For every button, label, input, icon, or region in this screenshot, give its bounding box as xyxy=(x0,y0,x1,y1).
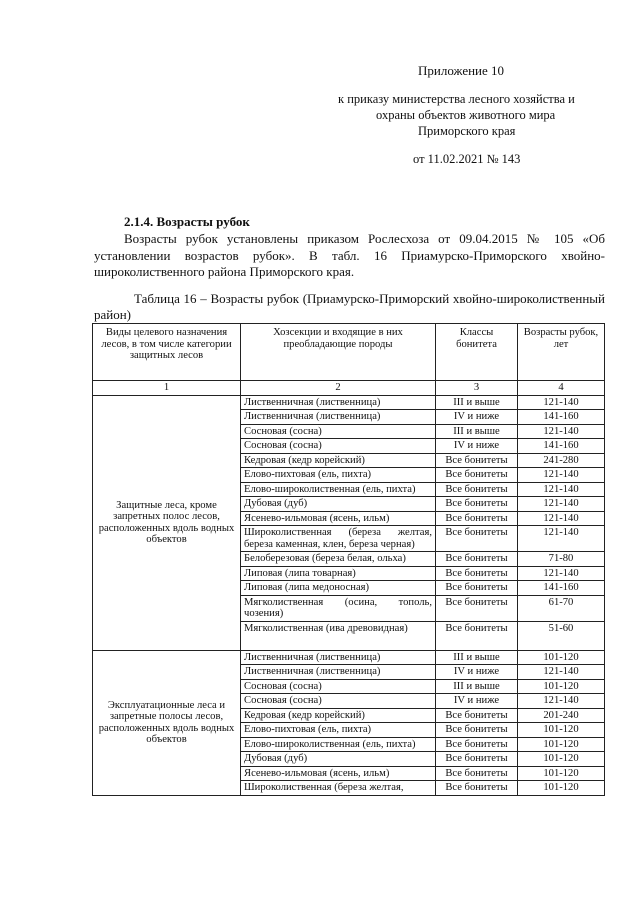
class-cell: Все бонитеты xyxy=(436,595,518,621)
age-cell: 51-60 xyxy=(518,621,605,650)
class-cell: Все бонитеты xyxy=(436,497,518,512)
class-cell: IV и ниже xyxy=(436,694,518,709)
species-cell: Сосновая (сосна) xyxy=(241,694,436,709)
age-cell: 101-120 xyxy=(518,781,605,796)
section-heading: 2.1.4. Возрасты рубок xyxy=(124,214,250,229)
table-header-row xyxy=(93,324,605,381)
class-cell: Все бонитеты xyxy=(436,552,518,567)
species-cell: Сосновая (сосна) xyxy=(241,439,436,454)
species-cell: Елово-пихтовая (ель, пихта) xyxy=(241,723,436,738)
age-cell: 101-120 xyxy=(518,679,605,694)
class-cell: Все бонитеты xyxy=(436,453,518,468)
class-cell: Все бонитеты xyxy=(436,752,518,767)
class-cell: Все бонитеты xyxy=(436,468,518,483)
species-cell: Елово-пихтовая (ель, пихта) xyxy=(241,468,436,483)
class-cell: III и выше xyxy=(436,679,518,694)
species-cell: Мягколиственная (ива древовидная) xyxy=(241,621,436,650)
species-cell: Дубовая (дуб) xyxy=(241,752,436,767)
table-caption: Таблица 16 – Возрасты рубок (Приамурско-Приморский хвойно-широколиственный район) xyxy=(94,291,605,322)
age-cell: 201-240 xyxy=(518,708,605,723)
appendix-ministry-line: охраны объектов животного мира xyxy=(376,108,556,122)
age-cell: 121-140 xyxy=(518,424,605,439)
species-cell: Ясенево-ильмовая (ясень, ильм) xyxy=(241,766,436,781)
age-cell: 101-120 xyxy=(518,737,605,752)
class-cell: III и выше xyxy=(436,424,518,439)
section-paragraph: Возрасты рубок установлены приказом Рослесхоза от 09.04.2015 № 105 «Об установлении возрастов рубок». В табл. 16 Приамурско-Приморского хвойно-широколиственного района Приморского края. xyxy=(94,231,605,279)
appendix-region-line: Приморского края xyxy=(418,124,516,138)
class-cell: IV и ниже xyxy=(436,665,518,680)
class-cell: Все бонитеты xyxy=(436,581,518,596)
age-cell: 121-140 xyxy=(518,665,605,680)
age-cell: 101-120 xyxy=(518,752,605,767)
class-cell: Все бонитеты xyxy=(436,526,518,552)
age-cell: 121-140 xyxy=(518,497,605,512)
age-cell: 121-140 xyxy=(518,526,605,552)
class-cell: Все бонитеты xyxy=(436,708,518,723)
class-cell: Все бонитеты xyxy=(436,737,518,752)
age-cell: 141-160 xyxy=(518,439,605,454)
column-number: 3 xyxy=(436,381,518,396)
species-cell: Широколиственная (береза желтая, xyxy=(241,781,436,796)
species-cell: Белоберезовая (береза белая, ольха) xyxy=(241,552,436,567)
species-cell: Ясенево-ильмовая (ясень, ильм) xyxy=(241,511,436,526)
age-cell: 121-140 xyxy=(518,566,605,581)
column-number: 4 xyxy=(518,381,605,396)
class-cell: Все бонитеты xyxy=(436,723,518,738)
species-cell: Сосновая (сосна) xyxy=(241,679,436,694)
species-cell: Лиственничная (лиственница) xyxy=(241,410,436,425)
class-cell: Все бонитеты xyxy=(436,482,518,497)
category-cell: Эксплуатационные леса и запретные полосы лесов, расположенных вдоль водных объектов xyxy=(93,650,241,795)
species-cell: Кедровая (кедр корейский) xyxy=(241,708,436,723)
age-cell: 141-160 xyxy=(518,581,605,596)
column-number: 2 xyxy=(241,381,436,396)
species-cell: Елово-широколиственная (ель, пихта) xyxy=(241,482,436,497)
age-cell: 121-140 xyxy=(518,468,605,483)
age-cell: 61-70 xyxy=(518,595,605,621)
header-cutting-age: Возрасты рубок, лет xyxy=(518,324,605,381)
species-cell: Кедровая (кедр корейский) xyxy=(241,453,436,468)
class-cell: IV и ниже xyxy=(436,439,518,454)
table-number-row xyxy=(93,381,605,396)
table-row xyxy=(93,395,605,410)
class-cell: Все бонитеты xyxy=(436,781,518,796)
age-cell: 121-140 xyxy=(518,482,605,497)
species-cell: Елово-широколиственная (ель, пихта) xyxy=(241,737,436,752)
age-cell: 121-140 xyxy=(518,694,605,709)
species-cell: Липовая (липа товарная) xyxy=(241,566,436,581)
age-cell: 241-280 xyxy=(518,453,605,468)
header-species: Хозсекции и входящие в них преобладающие породы xyxy=(241,324,436,381)
species-cell: Липовая (липа медоносная) xyxy=(241,581,436,596)
age-cell: 121-140 xyxy=(518,395,605,410)
species-cell: Лиственничная (лиственница) xyxy=(241,650,436,665)
class-cell: III и выше xyxy=(436,395,518,410)
species-cell: Сосновая (сосна) xyxy=(241,424,436,439)
table-row xyxy=(93,650,605,665)
species-cell: Дубовая (дуб) xyxy=(241,497,436,512)
class-cell: Все бонитеты xyxy=(436,766,518,781)
appendix-order-line: к приказу министерства лесного хозяйства и xyxy=(338,92,575,106)
appendix-date: от 11.02.2021 № 143 xyxy=(413,152,521,166)
age-cell: 101-120 xyxy=(518,723,605,738)
header-site-class: Классы бонитета xyxy=(436,324,518,381)
species-cell: Мягколиственная (осина, тополь, чозения) xyxy=(241,595,436,621)
category-cell: Защитные леса, кроме запретных полос лесов, расположенных вдоль водных объектов xyxy=(93,395,241,650)
class-cell: IV и ниже xyxy=(436,410,518,425)
header-forest-purpose: Виды целевого назначения лесов, в том числе категории защитных лесов xyxy=(93,324,241,381)
age-cell: 141-160 xyxy=(518,410,605,425)
class-cell: Все бонитеты xyxy=(436,511,518,526)
age-cell: 121-140 xyxy=(518,511,605,526)
age-cell: 101-120 xyxy=(518,766,605,781)
appendix-title: Приложение 10 xyxy=(418,63,505,78)
class-cell: Все бонитеты xyxy=(436,566,518,581)
class-cell: Все бонитеты xyxy=(436,621,518,650)
age-cell: 71-80 xyxy=(518,552,605,567)
species-cell: Лиственничная (лиственница) xyxy=(241,395,436,410)
column-number: 1 xyxy=(93,381,241,396)
class-cell: III и выше xyxy=(436,650,518,665)
species-cell: Лиственничная (лиственница) xyxy=(241,665,436,680)
age-cell: 101-120 xyxy=(518,650,605,665)
cutting-age-table xyxy=(92,323,605,796)
species-cell: Широколиственная (береза желтая, береза каменная, клен, береза черная) xyxy=(241,526,436,552)
